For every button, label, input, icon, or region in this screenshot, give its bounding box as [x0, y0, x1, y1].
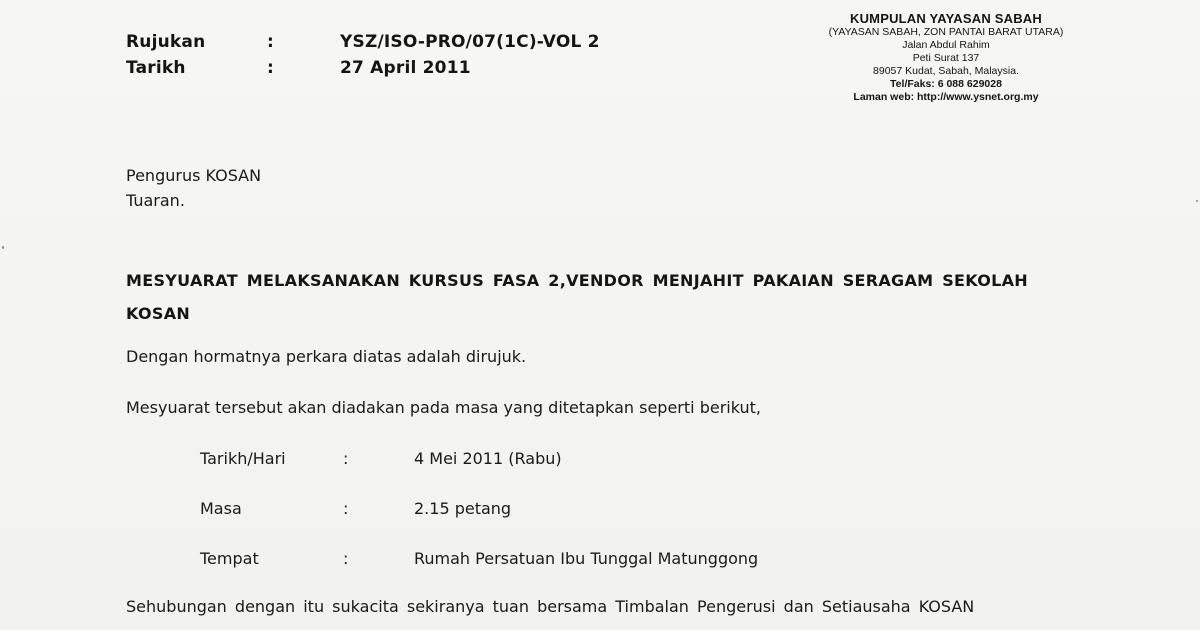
letterhead-address-2: Peti Surat 137: [912, 52, 980, 64]
subject-line-2: KOSAN: [126, 304, 191, 323]
letterhead: [796, 11, 1096, 104]
detail-value: Rumah Persatuan Ibu Tunggal Matunggong: [414, 549, 759, 568]
cut-off-text-line: [126, 624, 1026, 630]
letterhead-phone: Tel/Faks: 6 088 629028: [890, 78, 1002, 90]
detail-value: 2.15 petang: [414, 499, 512, 518]
recipient-block: [126, 163, 261, 213]
scan-speck: [1196, 200, 1198, 202]
detail-label: Masa: [200, 499, 242, 518]
greeting-paragraph: Dengan hormatnya perkara diatas adalah dirujuk.: [126, 347, 527, 366]
letterhead-org: KUMPULAN YAYASAN SABAH: [850, 11, 1042, 26]
reference-label: Rujukan: [126, 32, 206, 52]
detail-value: 4 Mei 2011 (Rabu): [414, 449, 562, 468]
subject-heading: [126, 264, 1028, 330]
recipient-line-1: Pengurus KOSAN: [126, 166, 262, 185]
detail-colon: :: [343, 449, 349, 468]
intro-paragraph: Mesyuarat tersebut akan diadakan pada masa yang ditetapkan seperti berikut,: [126, 398, 761, 417]
date-colon: :: [267, 58, 274, 78]
scan-speck: [2, 246, 4, 249]
letterhead-address-3: 89057 Kudat, Sabah, Malaysia.: [873, 65, 1019, 77]
date-label: Tarikh: [126, 58, 186, 78]
reference-value: YSZ/ISO-PRO/07(1C)-VOL 2: [340, 32, 600, 52]
date-value: 27 April 2011: [340, 58, 471, 78]
letterhead-address-1: Jalan Abdul Rahim: [902, 39, 990, 51]
detail-colon: :: [343, 549, 349, 568]
letterhead-sub: (YAYASAN SABAH, ZON PANTAI BARAT UTARA): [828, 26, 1064, 38]
detail-label: Tarikh/Hari: [200, 449, 286, 468]
recipient-line-2: Tuaran.: [126, 191, 185, 210]
closing-paragraph: Sehubungan dengan itu sukacita sekiranya tuan bersama Timbalan Pengerusi dan Setiausaha KOSAN: [126, 597, 975, 616]
reference-colon: :: [267, 32, 274, 52]
letterhead-web: Laman web: http://www.ysnet.org.my: [853, 91, 1039, 103]
detail-colon: :: [343, 499, 349, 518]
subject-line-1: MESYUARAT MELAKSANAKAN KURSUS FASA 2,VENDOR MENJAHIT PAKAIAN SERAGAM SEKOLAH: [126, 271, 1028, 290]
detail-label: Tempat: [200, 549, 259, 568]
